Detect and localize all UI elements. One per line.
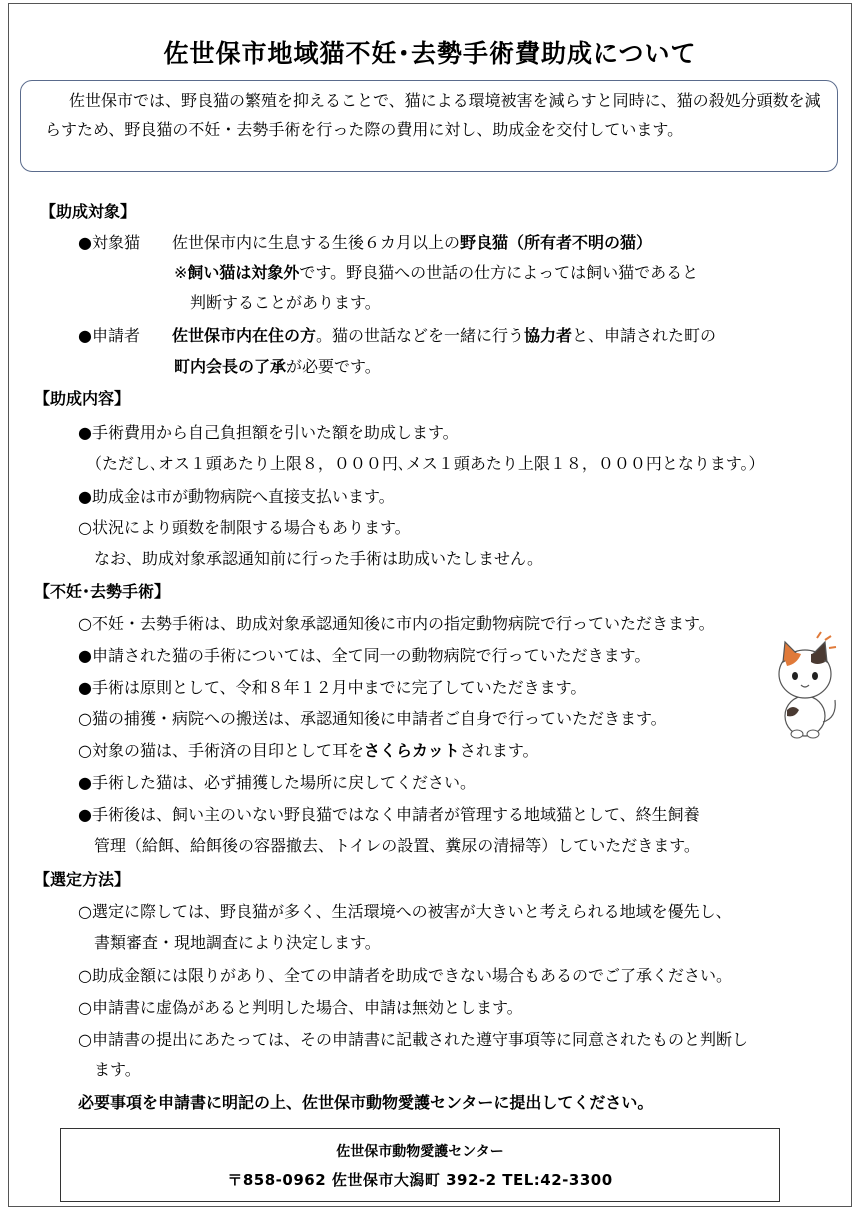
intro-box — [20, 80, 838, 172]
applicant-emphasis-2: 協力者 — [524, 326, 573, 345]
closing-instruction: 必要事項を申請書に明記の上、佐世保市動物愛護センターに提出してください。 — [78, 1093, 654, 1112]
surgery-line-3: ●手術は原則として、令和８年１２月中までに完了していただきます。 — [78, 678, 587, 697]
target-note-row-2: 判断することがあります。 — [190, 293, 381, 312]
note-text: です。野良猫への世話の仕方によっては飼い猫であると — [299, 263, 699, 282]
center-address: 〒858-0962 佐世保市大潟町 392-2 TEL:42-3300 — [227, 1171, 613, 1189]
section-heading-surgery: 【不妊･去勢手術】 — [34, 582, 171, 601]
applicant-text-2: と、申請された町の — [572, 326, 717, 345]
target-cat-row — [78, 228, 652, 258]
calico-cat-icon — [765, 630, 845, 740]
target-applicant-row — [78, 321, 716, 351]
surgery-line-7: ●手術後は、飼い主のいない野良猫ではなく申請者が管理する地域猫として、終生飼養 — [78, 805, 700, 824]
selection-line-1: ○選定に際しては、野良猫が多く、生活環境への被害が大きいと考えられる地域を優先し、 — [78, 902, 732, 921]
content-line-1: ●手術費用から自己負担額を引いた額を助成します。 — [78, 423, 459, 442]
surgery-line-2: ●申請された猫の手術については、全て同一の動物病院で行っていただきます。 — [78, 646, 651, 665]
applicant-text-3: が必要です。 — [286, 357, 381, 376]
content-line-2: （ただし､オス１頭あたり上限８，０００円､メス１頭あたり上限１８，０００円となります。） — [86, 454, 765, 473]
target-applicant-label: 申請者 — [91, 326, 140, 345]
note-mark: ※ — [174, 263, 188, 282]
surgery-line-5-text: ○対象の猫は、手術済の目印として耳を — [78, 741, 364, 760]
target-cat-label: 対象猫 — [91, 233, 140, 252]
target-cat-emphasis: 野良猫（所有者不明の猫） — [459, 233, 652, 252]
target-note-row — [174, 258, 698, 288]
content-line-3: ●助成金は市が動物病院へ直接支払います。 — [78, 487, 395, 506]
applicant-text: 。猫の世話などを一緒に行う — [315, 326, 524, 345]
contact-box — [60, 1128, 780, 1202]
surgery-line-4: ○猫の捕獲・病院への搬送は、承認通知後に申請者ご自身で行っていただきます。 — [78, 709, 667, 728]
content-line-5: なお、助成対象承認通知前に行った手術は助成いたしません。 — [94, 549, 543, 568]
selection-line-3: ○助成金額には限りがあり、全ての申請者を助成できない場合もあるのでご了承ください。 — [78, 966, 732, 985]
bullet: ● — [78, 326, 92, 345]
sakura-cut-emphasis: さくらカット — [363, 741, 460, 760]
applicant-emphasis-3: 町内会長の了承 — [174, 357, 287, 376]
selection-line-2: 書類審査・現地調査により決定します。 — [94, 933, 381, 952]
target-applicant-row-2 — [174, 352, 381, 382]
surgery-line-5 — [78, 736, 539, 766]
surgery-line-6: ●手術した猫は、必ず捕獲した場所に戻してください。 — [78, 773, 476, 792]
center-name: 佐世保市動物愛護センター — [336, 1144, 504, 1160]
selection-line-6: ます。 — [94, 1060, 141, 1079]
target-cat-text: 佐世保市内に生息する生後６カ月以上の — [171, 233, 460, 252]
section-heading-content: 【助成内容】 — [34, 389, 131, 408]
section-heading-selection: 【選定方法】 — [34, 870, 131, 889]
page-title: 佐世保市地域猫不妊･去勢手術費助成について — [163, 39, 697, 68]
applicant-emphasis: 佐世保市内在住の方 — [171, 326, 316, 345]
selection-line-4: ○申請書に虚偽があると判明した場合、申請は無効とします。 — [78, 998, 523, 1017]
note-emphasis: 飼い猫は対象外 — [187, 263, 300, 282]
section-heading-target: 【助成対象】 — [40, 202, 137, 221]
surgery-line-5-text-2: されます。 — [459, 741, 539, 760]
surgery-line-1: ○不妊・去勢手術は、助成対象承認通知後に市内の指定動物病院で行っていただきます。 — [78, 614, 715, 633]
intro-text: 佐世保市では、野良猫の繁殖を抑えることで、猫による環境被害を減らすと同時に、猫の殺処分頭数を減らすため、野良猫の不妊・去勢手術を行った際の費用に対し、助成金を交付しています。 — [45, 91, 821, 139]
surgery-line-8: 管理（給餌、給餌後の容器撤去、トイレの設置、糞尿の清掃等）していただきます。 — [94, 836, 700, 855]
content-line-4: ○状況により頭数を制限する場合もあります。 — [78, 518, 411, 537]
selection-line-5: ○申請書の提出にあたっては、その申請書に記載された遵守事項等に同意されたものと判断し — [78, 1030, 748, 1049]
bullet: ● — [78, 233, 92, 252]
